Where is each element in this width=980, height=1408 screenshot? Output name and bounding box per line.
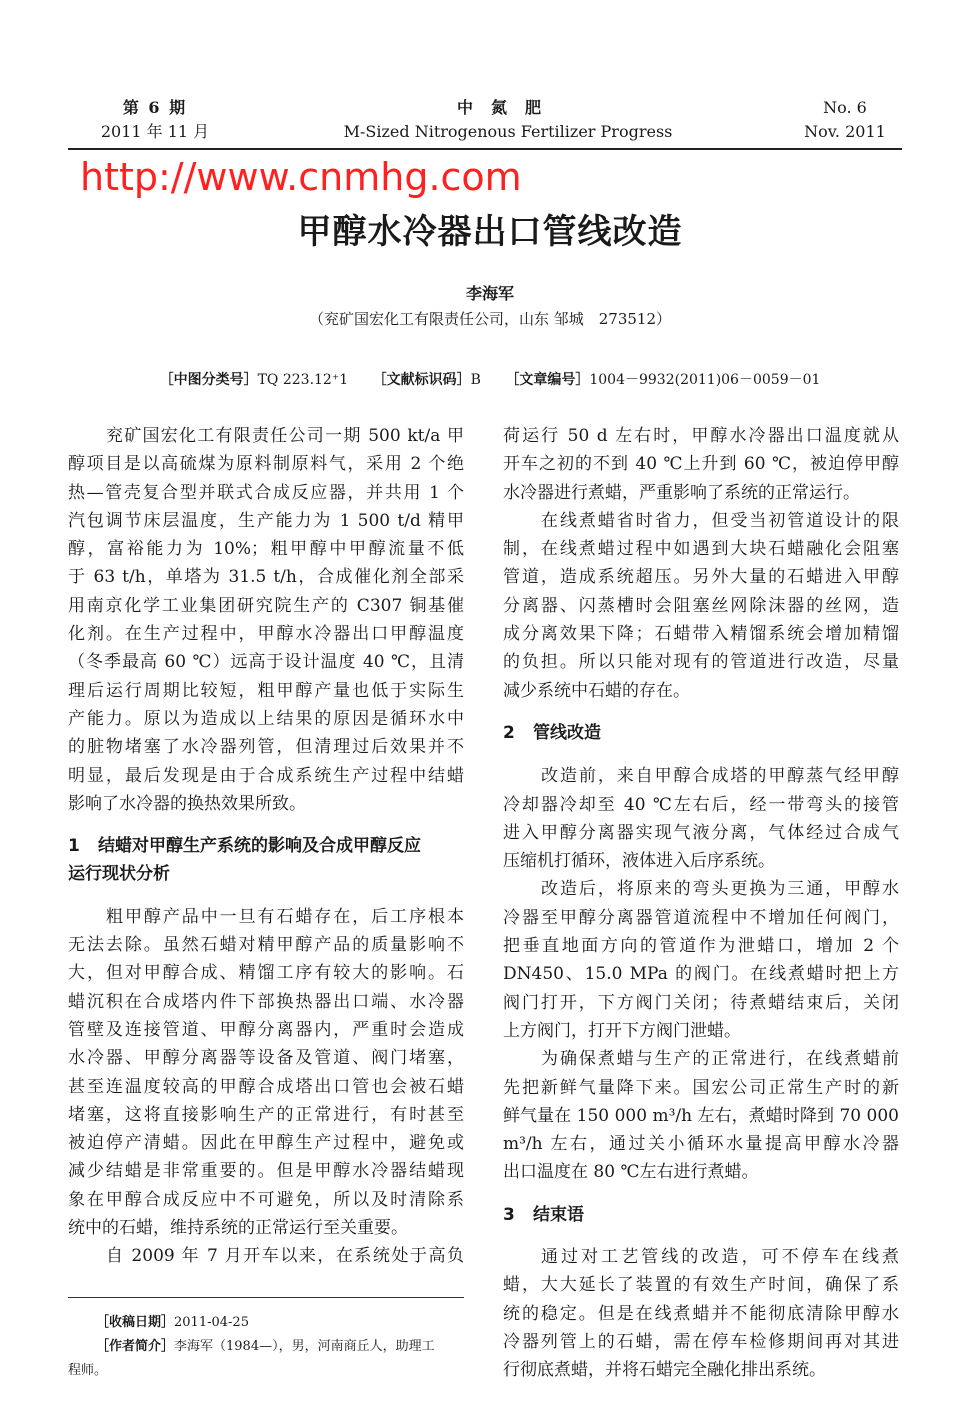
- text-line: 把垂直地面方向的管道作为泄蜡口，增加 2 个: [503, 936, 899, 957]
- text-line: 统中的石蜡，维持系统的正常运行至关重要。: [68, 1218, 408, 1239]
- text-line: 压缩机打循环，液体进入后序系统。: [503, 851, 775, 872]
- heading-text: 结蜡对甲醇生产系统的影响及合成甲醇反应: [98, 836, 421, 857]
- heading-line: [503, 1201, 899, 1229]
- section-number: 1: [68, 836, 80, 857]
- footnote-author-bio-cont: 程师。: [68, 1362, 108, 1378]
- footnote-received: ［收稿日期］2011-04-25: [96, 1314, 249, 1330]
- author-name: 李海军: [465, 284, 514, 303]
- text-line: 先把新鲜气量降下来。国宏公司正常生产时的新: [503, 1077, 899, 1098]
- text-line: 大，但对甲醇合成、精馏工序有较大的影响。石: [68, 963, 464, 984]
- section-number: 3: [503, 1204, 515, 1225]
- text-line: 行彻底煮蜡，并将石蜡完全融化排出系统。: [503, 1360, 826, 1381]
- issue-number-cn: 第 6 期: [122, 98, 188, 117]
- left-column: [68, 422, 464, 1383]
- text-line: 冷却器冷却至 40 ℃左右后，经一带弯头的接管: [503, 794, 899, 815]
- paragraph-operation-history: [68, 1242, 464, 1270]
- text-line: 上方阀门，打开下方阀门泄蜡。: [503, 1020, 741, 1041]
- text-line: 的负担。所以只能对现有的管道进行改造，尽量: [503, 652, 899, 673]
- section-heading-2: [503, 719, 899, 747]
- text-line: 的脏物堵塞了水冷器列管，但清理过后效果并不: [68, 737, 464, 758]
- article-title: 甲醇水冷器出口管线改造: [297, 212, 683, 252]
- text-line: 兖矿国宏化工有限责任公司一期 500 kt/a 甲: [106, 426, 464, 446]
- text-line: 分离器、闪蒸槽时会阻塞丝网除沫器的丝网，造: [503, 595, 899, 616]
- text-line: 热—管壳复合型并联式合成反应器，并共用 1 个: [68, 482, 464, 503]
- text-line: 冷器列管上的石蜡，需在停车检修期间再对其进: [503, 1331, 899, 1352]
- text-line: 醇，富裕能力为 10%；粗甲醇中甲醇流量不低: [68, 539, 464, 560]
- paragraph-operation-history-cont: [503, 422, 899, 507]
- heading-line: [503, 719, 899, 747]
- article-metadata: [0, 369, 980, 389]
- heading-text: 管线改造: [533, 722, 601, 743]
- paragraph-wax-impact: [68, 903, 464, 1243]
- issue-date-en: Nov. 2011: [804, 122, 886, 141]
- text-line: 开车之初的不到 40 ℃上升到 60 ℃，被迫停甲醇: [503, 454, 899, 475]
- header-rule: [68, 148, 902, 150]
- text-line: 阀门打开，下方阀门关闭；待煮蜡结束后，关闭: [503, 992, 899, 1013]
- text-line: 醇项目是以高硫煤为原料制原料气，采用 2 个绝: [68, 454, 464, 475]
- text-line: 制，在线煮蜡过程中如遇到大块石蜡融化会阻塞: [503, 539, 899, 560]
- text-line: 管壁及连接管道、甲醇分离器内，严重时会造成: [68, 1019, 464, 1040]
- text-line: 在线煮蜡省时省力，但受当初管道设计的限: [541, 510, 899, 531]
- heading-line: [68, 832, 464, 860]
- footnotes: [68, 1311, 464, 1383]
- text-line: 影响了水冷器的换热效果所致。: [68, 793, 306, 814]
- text-line: 进入甲醇分离器实现气液分离，气体经过合成气: [503, 822, 899, 843]
- text-line: 减少结蜡是非常重要的。但是甲醇水冷器结蜡现: [68, 1161, 464, 1182]
- document-code: ［文献标识码］B: [372, 372, 481, 388]
- text-line: 成分离效果下降；石蜡带入精馏系统会增加精馏: [503, 624, 899, 645]
- text-line: 水冷器、甲醇分离器等设备及管道、阀门堵塞，: [68, 1048, 464, 1069]
- text-line: 蜡，大大延长了装置的有效生产时间，确保了系: [503, 1275, 899, 1296]
- text-line: 粗甲醇产品中一旦有石蜡存在，后工序根本: [106, 906, 464, 927]
- section-number: 2: [503, 722, 515, 743]
- footnote-rule: [68, 1297, 464, 1298]
- journal-name-cn: 中氮肥: [456, 98, 559, 117]
- text-line: （冬季最高 60 ℃）远高于设计温度 40 ℃，且清: [68, 652, 464, 673]
- text-line: 统的稳定。但是在线煮蜡并不能彻底清除甲醇水: [503, 1303, 899, 1324]
- text-line: 用南京化学工业集团研究院生产的 C307 铜基催: [68, 595, 464, 616]
- text-line: 无法去除。虽然石蜡对精甲醇产品的质量影响不: [68, 935, 464, 956]
- text-line: 通过对工艺管线的改造，可不停车在线煮: [541, 1247, 899, 1268]
- text-line: 汽包调节床层温度，生产能力为 1 500 t/d 精甲: [68, 510, 464, 531]
- right-column: [503, 422, 899, 1385]
- text-line: 甚至连温度较高的甲醇合成塔出口管也会被石蜡: [68, 1076, 464, 1097]
- issue-info-en: [770, 96, 920, 144]
- heading-line: [68, 860, 464, 888]
- paragraph-before-retrofit: [503, 762, 899, 875]
- text-line: 水冷器进行煮蜡，严重影响了系统的正常运行。: [503, 482, 860, 503]
- paragraph-after-retrofit: [503, 875, 899, 1045]
- text-line: DN450、15.0 MPa 的阀门。在线煮蜡时把上方: [503, 964, 899, 985]
- text-line: 自 2009 年 7 月开车以来，在系统处于高负: [106, 1246, 464, 1267]
- heading-text: 运行现状分析: [68, 864, 170, 885]
- paragraph-intro: [68, 422, 464, 818]
- text-line: 产能力。原以为造成以上结果的原因是循环水中: [68, 708, 464, 729]
- text-line: 化剂。在生产过程中，甲醇水冷器出口甲醇温度: [68, 624, 464, 645]
- paragraph-online-dewaxing: [503, 507, 899, 705]
- footnote-author-bio: ［作者简介］李海军（1984—），男，河南商丘人，助理工: [96, 1338, 435, 1354]
- text-line: 减少系统中石蜡的存在。: [503, 680, 690, 701]
- text-line: 为确保煮蜡与生产的正常进行，在线煮蜡前: [541, 1049, 899, 1070]
- issue-info-cn: [80, 96, 230, 144]
- text-line: m³/h 左右，通过关小循环水量提高甲醇水冷器: [503, 1134, 899, 1155]
- text-line: 管道，造成系统超压。另外大量的石蜡进入甲醇: [503, 567, 899, 588]
- text-line: 改造后，将原来的弯头更换为三通，甲醇水: [541, 879, 899, 900]
- journal-name-en: M-Sized Nitrogenous Fertilizer Progress: [343, 122, 673, 141]
- text-line: 明显，最后发现是由于合成系统生产过程中结蜡: [68, 765, 464, 786]
- text-line: 出口温度在 80 ℃左右进行煮蜡。: [503, 1162, 759, 1183]
- issue-number-en: No. 6: [823, 98, 867, 117]
- text-line: 冷器至甲醇分离器管道流程中不增加任何阀门，: [503, 907, 899, 928]
- section-heading-1: [68, 832, 464, 889]
- section-heading-3: [503, 1201, 899, 1229]
- text-line: 象在甲醇合成反应中不可避免，所以及时清除系: [68, 1189, 464, 1210]
- article-number: ［文章编号］1004－9932(2011)06－0059－01: [505, 372, 821, 388]
- journal-name: [300, 96, 716, 144]
- text-line: 被迫停产清蜡。因此在甲醇生产过程中，避免或: [68, 1133, 464, 1154]
- paragraph-dewaxing-procedure: [503, 1045, 899, 1186]
- paragraph-conclusion: [503, 1243, 899, 1384]
- text-line: 理后运行周期比较短，粗甲醇产量也低于实际生: [68, 680, 464, 701]
- text-line: 改造前，来自甲醇合成塔的甲醇蒸气经甲醇: [541, 766, 899, 787]
- heading-text: 结束语: [533, 1204, 584, 1225]
- clc-number: ［中图分类号］TQ 223.12⁺1: [159, 372, 349, 388]
- issue-date-cn: 2011 年 11 月: [100, 122, 210, 141]
- text-line: 鲜气量在 150 000 m³/h 左右，煮蜡时降到 70 000: [503, 1105, 899, 1126]
- text-line: 荷运行 50 d 左右时，甲醇水冷器出口温度就从: [503, 426, 899, 446]
- watermark: http://www.cnmhg.com: [80, 155, 522, 199]
- text-line: 蜡沉积在合成塔内件下部换热器出口端、水冷器: [68, 991, 464, 1012]
- author-affiliation: （兖矿国宏化工有限责任公司，山东 邹城 273512）: [308, 310, 672, 328]
- text-line: 堵塞，这将直接影响生产的正常进行，有时甚至: [68, 1104, 464, 1125]
- text-line: 于 63 t/h，单塔为 31.5 t/h，合成催化剂全部采: [68, 567, 464, 588]
